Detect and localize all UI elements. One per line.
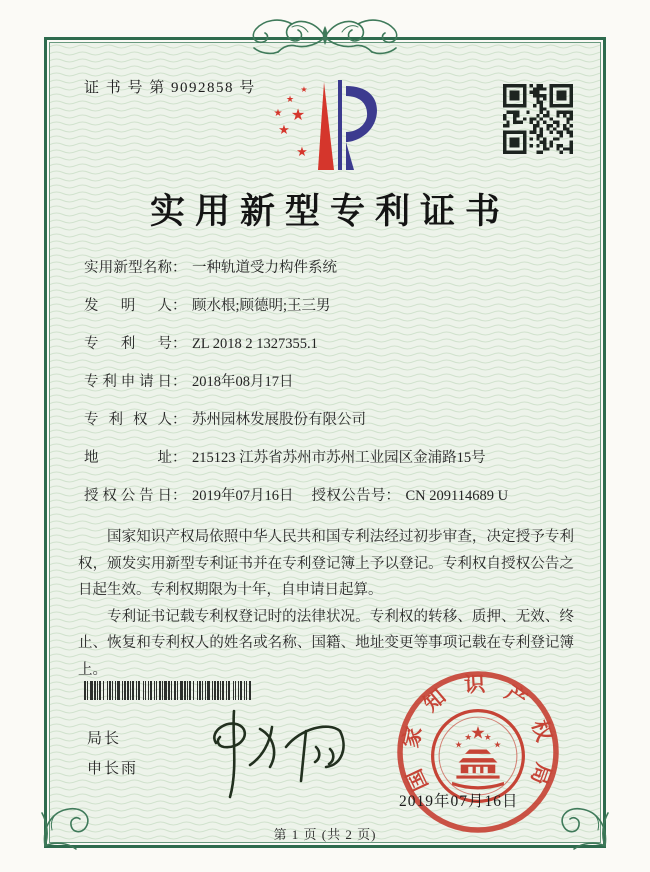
field-label: 实用新型名称 bbox=[84, 260, 172, 276]
page-number: 第 1 页 (共 2 页) bbox=[273, 827, 377, 842]
cnipa-logo-icon bbox=[268, 74, 392, 176]
officer-name: 申长雨 bbox=[87, 761, 139, 777]
officer-title: 局长 bbox=[87, 731, 122, 747]
field-colon: ： bbox=[172, 412, 187, 428]
notice-paragraph-2: 专利证书记载专利权登记时的法律状况。专利权的转移、质押、无效、终止、恢复和专利权人的姓名或名称、国籍、地址变更等事项记载在专利登记簿上。 bbox=[78, 608, 574, 678]
officer-block bbox=[87, 727, 138, 778]
field-row-filing-date bbox=[84, 370, 574, 408]
svg-text:★: ★ bbox=[296, 145, 308, 160]
field-label: 授权公告号 bbox=[311, 488, 386, 504]
field-value: 顾水根;顾德明;王三男 bbox=[192, 298, 331, 314]
field-label: 专利号 bbox=[84, 336, 172, 352]
certificate-number: 证 书 号 第 9092858 号 bbox=[84, 80, 256, 96]
field-colon: ： bbox=[172, 450, 187, 466]
field-value: 215123 江苏省苏州市苏州工业园区金浦路15号 bbox=[192, 450, 486, 466]
svg-text:★: ★ bbox=[278, 123, 290, 138]
field-value: 苏州园林发展股份有限公司 bbox=[192, 412, 366, 428]
svg-text:★: ★ bbox=[290, 105, 306, 124]
certificate-title: 实用新型专利证书 bbox=[149, 192, 510, 231]
field-row-patent-number bbox=[84, 332, 574, 370]
field-value: 2018年08月17日 bbox=[192, 374, 294, 390]
svg-text:★: ★ bbox=[454, 740, 463, 751]
svg-text:★: ★ bbox=[483, 732, 492, 743]
field-label: 专利申请日 bbox=[84, 374, 172, 390]
field-colon: ： bbox=[172, 298, 187, 314]
field-value: 一种轨道受力构件系统 bbox=[192, 260, 337, 276]
shen-changyu-signature-icon bbox=[190, 703, 352, 805]
field-row-name bbox=[84, 256, 574, 294]
svg-text:★: ★ bbox=[285, 95, 295, 105]
national-emblem-icon bbox=[433, 711, 524, 802]
field-colon: ： bbox=[172, 336, 187, 352]
field-list bbox=[84, 256, 574, 522]
field-colon: ： bbox=[172, 374, 187, 390]
field-label: 发明人 bbox=[84, 298, 172, 314]
cnipa-official-seal bbox=[392, 666, 564, 838]
grant-number-pair bbox=[312, 484, 509, 522]
field-value: CN 209114689 U bbox=[405, 488, 509, 504]
svg-text:★: ★ bbox=[273, 108, 283, 119]
field-row-inventors bbox=[84, 294, 574, 332]
field-colon: ： bbox=[385, 488, 400, 504]
svg-text:★: ★ bbox=[464, 732, 473, 743]
notice-paragraph-1: 国家知识产权局依照中华人民共和国专利法经过初步审查，决定授予专利权，颁发实用新型专利证书并在专利登记簿上予以登记。专利权自授权公告之日起生效。专利权期限为十年，自申请日起算。 bbox=[78, 529, 574, 598]
qr-code bbox=[503, 84, 573, 154]
svg-text:★: ★ bbox=[300, 85, 308, 94]
seal-text: 国家知识产权局 bbox=[398, 671, 557, 795]
field-value: ZL 2018 2 1327355.1 bbox=[192, 336, 318, 352]
field-colon: ： bbox=[172, 260, 187, 276]
field-row-grant bbox=[84, 484, 574, 522]
field-row-patentee bbox=[84, 408, 574, 446]
field-label: 授权公告日 bbox=[84, 488, 172, 504]
barcode bbox=[84, 681, 254, 700]
field-colon: ： bbox=[172, 488, 187, 504]
svg-text:★: ★ bbox=[470, 723, 486, 744]
field-value: 2019年07月16日 bbox=[192, 488, 294, 504]
legal-notice bbox=[78, 524, 574, 683]
seal-date: 2019年07月16日 bbox=[399, 793, 519, 810]
field-label: 地址 bbox=[84, 450, 172, 466]
svg-text:★: ★ bbox=[493, 740, 502, 751]
field-row-address bbox=[84, 446, 574, 484]
field-label: 专利权人 bbox=[84, 412, 172, 428]
